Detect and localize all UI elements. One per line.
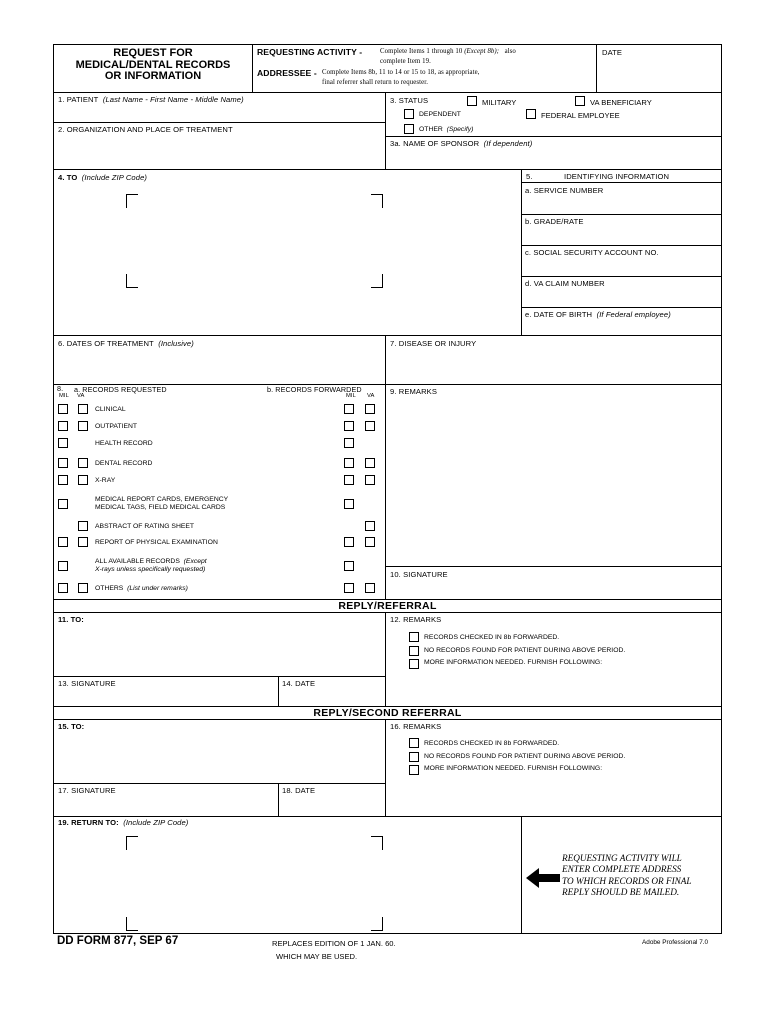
va-beneficiary-label: VA BENEFICIARY [590,98,652,107]
federal-employee-label: FEDERAL EMPLOYEE [541,111,620,120]
va-claim-field[interactable] [522,289,720,306]
others-va-fwd-checkbox[interactable] [365,583,375,593]
reply2-signature-label: 17. SIGNATURE [58,786,116,795]
military-label: MILITARY [482,98,517,107]
organization-field[interactable] [55,135,384,168]
va-claim-label: d. VA CLAIM NUMBER [525,279,605,288]
remarks9-field[interactable] [386,397,720,565]
reply-to-field[interactable] [55,625,384,675]
reply-signature-field[interactable] [55,689,277,705]
disease-field[interactable] [386,349,720,383]
reply-date-field[interactable] [279,689,384,705]
addressee-text2: final referrer shall return to requester. [322,79,429,86]
reply-more-info-checkbox[interactable] [409,659,419,669]
signature10-field[interactable] [386,580,720,598]
patient-label: 1. PATIENT (Last Name - First Name - Middle Name) [58,95,244,104]
dental-mil-fwd-checkbox[interactable] [344,458,354,468]
record-item-label: ABSTRACT OF RATING SHEET [95,523,195,530]
outpatient-va-fwd-checkbox[interactable] [365,421,375,431]
date-label: DATE [602,48,623,57]
requesting-activity-label: REQUESTING ACTIVITY - [257,47,363,57]
outpatient-mil-req-checkbox[interactable] [58,421,68,431]
return-note-line: REQUESTING ACTIVITY WILL [562,853,682,863]
reply2-more-info-checkbox[interactable] [409,765,419,775]
dental-va-fwd-checkbox[interactable] [365,458,375,468]
service-number-label: a. SERVICE NUMBER [525,186,604,195]
return-note-line: TO WHICH RECORDS OR FINAL [562,875,692,886]
xray-mil-req-checkbox[interactable] [58,475,68,485]
reply-date-label: 14. DATE [282,679,316,688]
military-checkbox[interactable] [467,96,477,106]
others-va-req-checkbox[interactable] [78,583,88,593]
to-address-field[interactable] [126,193,384,285]
reply2-date-label: 18. DATE [282,786,316,795]
record-item-label: REPORT OF PHYSICAL EXAMINATION [95,539,218,546]
xray-va-req-checkbox[interactable] [78,475,88,485]
form-id: DD FORM 877, SEP 67 [57,935,179,947]
xray-mil-fwd-checkbox[interactable] [344,475,354,485]
outpatient-mil-fwd-checkbox[interactable] [344,421,354,431]
ssn-field[interactable] [522,258,720,275]
others-mil-fwd-checkbox[interactable] [344,583,354,593]
left-arrow-icon [526,867,560,889]
grade-rate-field[interactable] [522,227,720,244]
record-item-label: X-rays unless specifically requested) [95,566,206,573]
replaces-edition [272,938,396,963]
date-field[interactable] [597,57,721,91]
requesting-activity-text: Complete Items 1 through 10 (Except 8b); also [380,48,516,55]
other-checkbox[interactable] [404,124,414,134]
sponsor-field[interactable] [386,149,720,168]
return-note-line: ENTER COMPLETE ADDRESS [562,864,682,875]
record-item-label: X-RAY [95,477,116,484]
record-item-label: CLINICAL [95,406,126,413]
dates-treatment-label: 6. DATES OF TREATMENT (Inclusive) [58,339,194,348]
other-label: OTHER (Specify) [419,126,474,133]
form-title [54,48,252,83]
records-requested-label: a. RECORDS REQUESTED [74,385,167,394]
abstract-va-req-checkbox[interactable] [78,521,88,531]
xray-va-fwd-checkbox[interactable] [365,475,375,485]
grade-rate-label: b. GRADE/RATE [525,217,584,226]
reply2-no-records-checkbox[interactable] [409,752,419,762]
record-item-label: OTHERS (List under remarks) [95,585,188,592]
reply-signature-label: 13. SIGNATURE [58,679,116,688]
replaces-line: REPLACES EDITION OF 1 JAN. 60. [272,939,396,948]
record-item-label: MEDICAL TAGS, FIELD MEDICAL CARDS [95,504,226,511]
record-item-label: DENTAL RECORD [95,460,153,467]
return-to-note [562,853,691,899]
reply2-option-label: MORE INFORMATION NEEDED. FURNISH FOLLOWING: [424,765,603,772]
remarks9-label: 9. REMARKS [390,387,437,396]
all-records-mil-fwd-checkbox[interactable] [344,561,354,571]
physical-exam-mil-req-checkbox[interactable] [58,537,68,547]
medical-cards-mil-fwd-checkbox[interactable] [344,499,354,509]
reply-option-label: MORE INFORMATION NEEDED. FURNISH FOLLOWING: [424,659,603,666]
dates-treatment-field[interactable] [55,349,384,383]
va-col-right: VA [367,393,375,399]
clinical-mil-fwd-checkbox[interactable] [344,404,354,414]
reply2-signature-field[interactable] [55,796,277,815]
software-credit: Adobe Professional 7.0 [642,939,709,946]
physical-exam-va-req-checkbox[interactable] [78,537,88,547]
return-note-line: REPLY SHOULD BE MAILED. [562,887,680,898]
federal-employee-checkbox[interactable] [526,109,536,119]
sponsor-label: 3a. NAME OF SPONSOR (If dependent) [390,139,533,148]
requesting-activity-text2: complete Item 19. [380,58,431,65]
reply2-option-label: RECORDS CHECKED IN 8b FORWARDED. [424,740,560,747]
ssn-label: c. SOCIAL SECURITY ACCOUNT NO. [525,248,659,257]
reply-remarks-label: 12. REMARKS [390,615,442,624]
reply-to-label: 11. TO: [58,615,84,624]
to-label: 4. TO (Include ZIP Code) [58,173,148,182]
record-item-label: ALL AVAILABLE RECORDS (Except [95,558,207,565]
form-frame [53,44,722,934]
reply-no-records-checkbox[interactable] [409,646,419,656]
replaces-line: WHICH MAY BE USED. [276,951,358,961]
mil-col-right: MIL [346,393,356,399]
reply2-option-label: NO RECORDS FOUND FOR PATIENT DURING ABOVE PERIOD. [424,753,626,760]
dependent-label: DEPENDENT [419,111,461,118]
dental-mil-req-checkbox[interactable] [58,458,68,468]
record-item-label: OUTPATIENT [95,423,138,430]
record-item-label: HEALTH RECORD [95,440,153,447]
physical-exam-mil-fwd-checkbox[interactable] [344,537,354,547]
form-title-line: OR INFORMATION [104,70,202,82]
return-to-label: 19. RETURN TO: (Include ZIP Code) [58,818,189,827]
reply2-date-field[interactable] [279,796,384,815]
all-records-mil-req-checkbox[interactable] [58,561,68,571]
reply2-to-field[interactable] [55,732,384,782]
addressee-text: Complete Items 8b, 11 to 14 or 15 to 18, as appropriate, [322,69,480,76]
disease-label: 7. DISEASE OR INJURY [390,339,477,348]
signature10-label: 10. SIGNATURE [390,570,448,579]
others-mil-req-checkbox[interactable] [58,583,68,593]
abstract-va-fwd-checkbox[interactable] [365,521,375,531]
records-num: 8. [57,384,64,393]
dental-va-req-checkbox[interactable] [78,458,88,468]
form-title-line: MEDICAL/DENTAL RECORDS [75,58,231,71]
reply-referral-band: REPLY/REFERRAL [338,600,437,612]
reply2-remarks-label: 16. REMARKS [390,722,442,731]
service-number-field[interactable] [522,196,720,213]
organization-label: 2. ORGANIZATION AND PLACE OF TREATMENT [58,125,233,134]
clinical-va-fwd-checkbox[interactable] [365,404,375,414]
dob-label: e. DATE OF BIRTH (If Federal employee) [525,310,671,319]
health-record-mil-req-checkbox[interactable] [58,438,68,448]
clinical-va-req-checkbox[interactable] [78,404,88,414]
clinical-mil-req-checkbox[interactable] [58,404,68,414]
records-forwarded-label: b. RECORDS FORWARDED [267,385,362,394]
reply-forwarded-checkbox[interactable] [409,632,419,642]
return-to-address-field[interactable] [126,835,384,930]
reply2-to-label: 15. TO: [58,722,85,731]
va-col-left: VA [77,393,85,399]
patient-field[interactable] [55,105,384,121]
health-record-mil-fwd-checkbox[interactable] [344,438,354,448]
form-title-line: REQUEST FOR [113,47,193,59]
second-referral-band: REPLY/SECOND REFERRAL [313,707,462,719]
mil-col-left: MIL [59,393,69,399]
identifying-number: 5. [526,172,533,181]
reply-option-label: RECORDS CHECKED IN 8b FORWARDED. [424,634,560,641]
dependent-checkbox[interactable] [404,109,414,119]
reply2-forwarded-checkbox[interactable] [409,738,419,748]
medical-cards-mil-req-checkbox[interactable] [58,499,68,509]
dob-field[interactable] [522,320,720,334]
outpatient-va-req-checkbox[interactable] [78,421,88,431]
identifying-heading: IDENTIFYING INFORMATION [564,172,670,181]
addressee-label: ADDRESSEE - [257,68,317,78]
status-label: 3. STATUS [390,96,429,105]
record-item-label: MEDICAL REPORT CARDS, EMERGENCY [95,496,229,503]
va-beneficiary-checkbox[interactable] [575,96,585,106]
reply-option-label: NO RECORDS FOUND FOR PATIENT DURING ABOVE PERIOD. [424,647,626,654]
physical-exam-va-fwd-checkbox[interactable] [365,537,375,547]
